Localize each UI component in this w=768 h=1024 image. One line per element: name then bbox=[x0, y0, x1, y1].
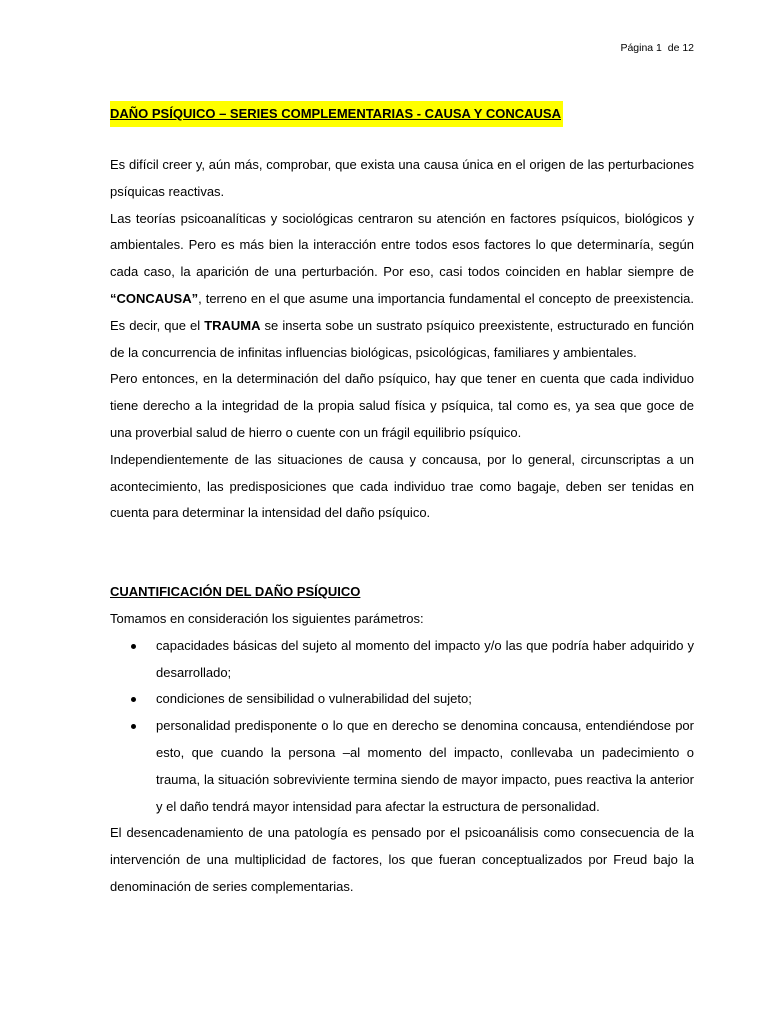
section-2-intro: Tomamos en consideración los siguientes parámetros: bbox=[110, 611, 424, 626]
paragraph-4: Independientemente de las situaciones de causa y concausa, por lo general, circunscriptas a un acontecimiento, las predisposiciones que cada individuo trae como bagaje, deben ser tenidas en cuenta para determinar la intensidad del daño psíquico. bbox=[110, 451, 694, 521]
bullet-icon bbox=[131, 644, 136, 649]
paragraph-2-text-a: Las teorías psicoanalíticas y sociológicas centraron su atención en factores psíquicos, biológicos y ambientales. Pero es más bien la interacción entre todos esos factores lo que determinaría, según cada caso, la aparición de una perturbación. Por eso, casi todos coinciden en hablar siempre de bbox=[110, 210, 694, 280]
page-number: Página 1 de 12 bbox=[620, 42, 694, 54]
paragraph-1: Es difícil creer y, aún más, comprobar, que exista una causa única en el origen de las perturbaciones psíquicas reactivas. bbox=[110, 157, 694, 199]
paragraph-2 bbox=[110, 206, 694, 367]
paragraph-2-text-c: se inserta sobe un sustrato psíquico preexistente, estructurado en función de la concurrencia de infinitas influencias biológicas, psicológicas, familiares y ambientales. bbox=[110, 317, 694, 360]
list-item-text: condiciones de sensibilidad o vulnerabilidad del sujeto; bbox=[156, 691, 472, 707]
parameters-list bbox=[110, 633, 694, 821]
list-item-text: capacidades básicas del sujeto al momento del impacto y/o las que podría haber adquirido y desarrollado; bbox=[156, 637, 694, 680]
concausa-bold: “CONCAUSA” bbox=[110, 290, 199, 306]
list-item-text: personalidad predisponente o lo que en derecho se denomina concausa, entendiéndose por esto, que cuando la persona –al momento del impacto, conllevaba un padecimiento o trauma, la situación sobreviviente termina siendo de mayor impacto, pues reactiva la anterior y el daño tendrá mayor intensidad para afectar la estructura de personalidad. bbox=[156, 718, 694, 814]
section-2-heading: CUANTIFICACIÓN DEL DAÑO PSÍQUICO bbox=[110, 584, 361, 599]
list-item bbox=[110, 713, 694, 820]
bullet-icon bbox=[131, 724, 136, 729]
quantification-section bbox=[110, 606, 694, 901]
list-item bbox=[110, 686, 694, 713]
list-item bbox=[110, 633, 694, 687]
intro-section bbox=[110, 152, 694, 527]
document-title: DAÑO PSÍQUICO – SERIES COMPLEMENTARIAS - CAUSA Y CONCAUSA bbox=[110, 101, 563, 127]
paragraph-2-text-b: , terreno en el que asume una importancia fundamental el concepto de preexistencia. Es decir, que el bbox=[110, 290, 694, 333]
paragraph-5: El desencadenamiento de una patología es pensado por el psicoanálisis como consecuencia de la intervención de una multiplicidad de factores, los que fueran conceptualizados por Freud bajo la denominación de series complementarias. bbox=[110, 825, 694, 894]
trauma-bold: TRAUMA bbox=[204, 317, 261, 333]
bullet-icon bbox=[131, 697, 136, 702]
paragraph-3: Pero entonces, en la determinación del daño psíquico, hay que tener en cuenta que cada individuo tiene derecho a la integridad de la propia salud física y psíquica, tal como es, ya sea que goce de una proverbial salud de hierro o cuente con un frágil equilibrio psíquico. bbox=[110, 371, 694, 440]
